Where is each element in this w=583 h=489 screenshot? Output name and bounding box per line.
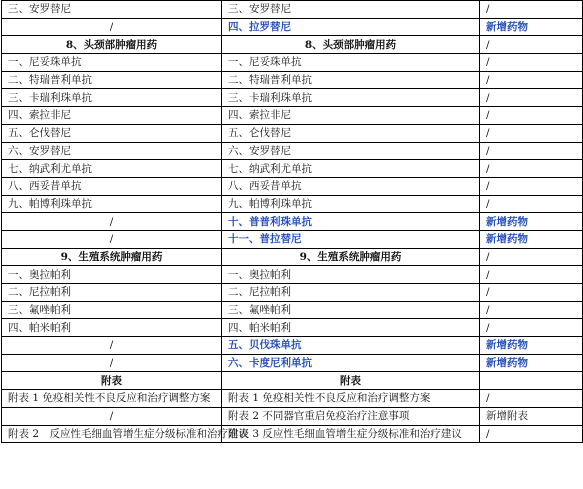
old-version-cell: 附表 — [2, 372, 222, 390]
new-version-cell: 一、尼妥珠单抗 — [222, 54, 480, 72]
old-version-cell: 七、纳武利尤单抗 — [2, 160, 222, 178]
change-note-cell: / — [480, 124, 583, 142]
table-row — [2, 390, 583, 408]
new-version-cell: 二、尼拉帕利 — [222, 284, 480, 302]
new-version-cell: 三、安罗替尼 — [222, 1, 480, 19]
old-version-cell: 8、头颈部肿瘤用药 — [2, 36, 222, 54]
table-row — [2, 301, 583, 319]
change-note-cell: / — [480, 319, 583, 337]
change-note-cell: / — [480, 160, 583, 178]
new-version-cell: 十一、普拉替尼 — [222, 230, 480, 248]
old-version-cell: / — [2, 230, 222, 248]
table-row — [2, 284, 583, 302]
table-row — [2, 160, 583, 178]
new-version-cell: 9、生殖系统肿瘤用药 — [222, 248, 480, 266]
change-note-cell: / — [480, 1, 583, 19]
new-version-cell: 十、普普利珠单抗 — [222, 213, 480, 231]
table-row — [2, 319, 583, 337]
old-version-cell: 三、卡瑞利珠单抗 — [2, 89, 222, 107]
old-version-cell: 三、氟唑帕利 — [2, 301, 222, 319]
change-note-cell: / — [480, 89, 583, 107]
change-note-cell: 新增药物 — [480, 354, 583, 372]
new-version-cell: 六、安罗替尼 — [222, 142, 480, 160]
old-version-cell: 四、帕米帕利 — [2, 319, 222, 337]
new-version-cell: 一、奥拉帕利 — [222, 266, 480, 284]
table-row — [2, 107, 583, 125]
change-note-cell: / — [480, 195, 583, 213]
new-version-cell: 附表 2 不同器官重启免疫治疗注意事项 — [222, 407, 480, 425]
table-row — [2, 372, 583, 390]
table-row — [2, 1, 583, 19]
old-version-cell: 三、安罗替尼 — [2, 1, 222, 19]
change-note-cell: 新增药物 — [480, 18, 583, 36]
change-note-cell: 新增药物 — [480, 337, 583, 355]
table-row — [2, 407, 583, 425]
new-version-cell: 二、特瑞普利单抗 — [222, 71, 480, 89]
table-row — [2, 177, 583, 195]
old-version-cell: 一、尼妥珠单抗 — [2, 54, 222, 72]
old-version-cell: / — [2, 18, 222, 36]
new-version-cell: 五、贝伐珠单抗 — [222, 337, 480, 355]
new-version-cell: 三、氟唑帕利 — [222, 301, 480, 319]
old-version-cell: 附表 2 反应性毛细血管增生症分级标准和治疗建议 — [2, 425, 222, 443]
change-note-cell: / — [480, 54, 583, 72]
change-note-cell: / — [480, 266, 583, 284]
change-note-cell: / — [480, 36, 583, 54]
change-note-cell: / — [480, 107, 583, 125]
table-row — [2, 337, 583, 355]
change-note-cell: / — [480, 301, 583, 319]
table-row — [2, 71, 583, 89]
change-note-cell: / — [480, 142, 583, 160]
table-row — [2, 425, 583, 443]
change-note-cell — [480, 372, 583, 390]
table-row — [2, 230, 583, 248]
table-row — [2, 354, 583, 372]
table-row — [2, 54, 583, 72]
new-version-cell: 八、西妥昔单抗 — [222, 177, 480, 195]
old-version-cell: 六、安罗替尼 — [2, 142, 222, 160]
old-version-cell: 9、生殖系统肿瘤用药 — [2, 248, 222, 266]
new-version-cell: 九、帕博利珠单抗 — [222, 195, 480, 213]
table-row — [2, 18, 583, 36]
new-version-cell: 四、拉罗替尼 — [222, 18, 480, 36]
change-note-cell: / — [480, 248, 583, 266]
change-note-cell: 新增药物 — [480, 213, 583, 231]
new-version-cell: 七、纳武利尤单抗 — [222, 160, 480, 178]
new-version-cell: 四、索拉非尼 — [222, 107, 480, 125]
table-row — [2, 248, 583, 266]
old-version-cell: / — [2, 337, 222, 355]
table-body — [2, 1, 583, 443]
table-row — [2, 213, 583, 231]
change-note-cell: / — [480, 71, 583, 89]
old-version-cell: / — [2, 354, 222, 372]
old-version-cell: 九、帕博利珠单抗 — [2, 195, 222, 213]
change-note-cell: / — [480, 284, 583, 302]
table-row — [2, 124, 583, 142]
change-note-cell: 新增附表 — [480, 407, 583, 425]
new-version-cell: 三、卡瑞利珠单抗 — [222, 89, 480, 107]
old-version-cell: 二、尼拉帕利 — [2, 284, 222, 302]
old-version-cell: 二、特瑞普利单抗 — [2, 71, 222, 89]
change-note-cell: / — [480, 177, 583, 195]
old-version-cell: 一、奥拉帕利 — [2, 266, 222, 284]
old-version-cell: 附表 1 免疫相关性不良反应和治疗调整方案 — [2, 390, 222, 408]
change-note-cell: 新增药物 — [480, 230, 583, 248]
table-row — [2, 142, 583, 160]
new-version-cell: 附表 1 免疫相关性不良反应和治疗调整方案 — [222, 390, 480, 408]
table-row — [2, 89, 583, 107]
table-row — [2, 266, 583, 284]
change-note-cell: / — [480, 425, 583, 443]
new-version-cell: 四、帕米帕利 — [222, 319, 480, 337]
new-version-cell: 六、卡度尼利单抗 — [222, 354, 480, 372]
old-version-cell: 五、仑伐替尼 — [2, 124, 222, 142]
old-version-cell: 四、索拉非尼 — [2, 107, 222, 125]
old-version-cell: / — [2, 407, 222, 425]
table-row — [2, 195, 583, 213]
new-version-cell: 附表 3 反应性毛细血管增生症分级标准和治疗建议 — [222, 425, 480, 443]
old-version-cell: 八、西妥昔单抗 — [2, 177, 222, 195]
new-version-cell: 五、仑伐替尼 — [222, 124, 480, 142]
change-note-cell: / — [480, 390, 583, 408]
new-version-cell: 8、头颈部肿瘤用药 — [222, 36, 480, 54]
table-row — [2, 36, 583, 54]
old-version-cell: / — [2, 213, 222, 231]
new-version-cell: 附表 — [222, 372, 480, 390]
drug-comparison-table — [1, 0, 583, 443]
